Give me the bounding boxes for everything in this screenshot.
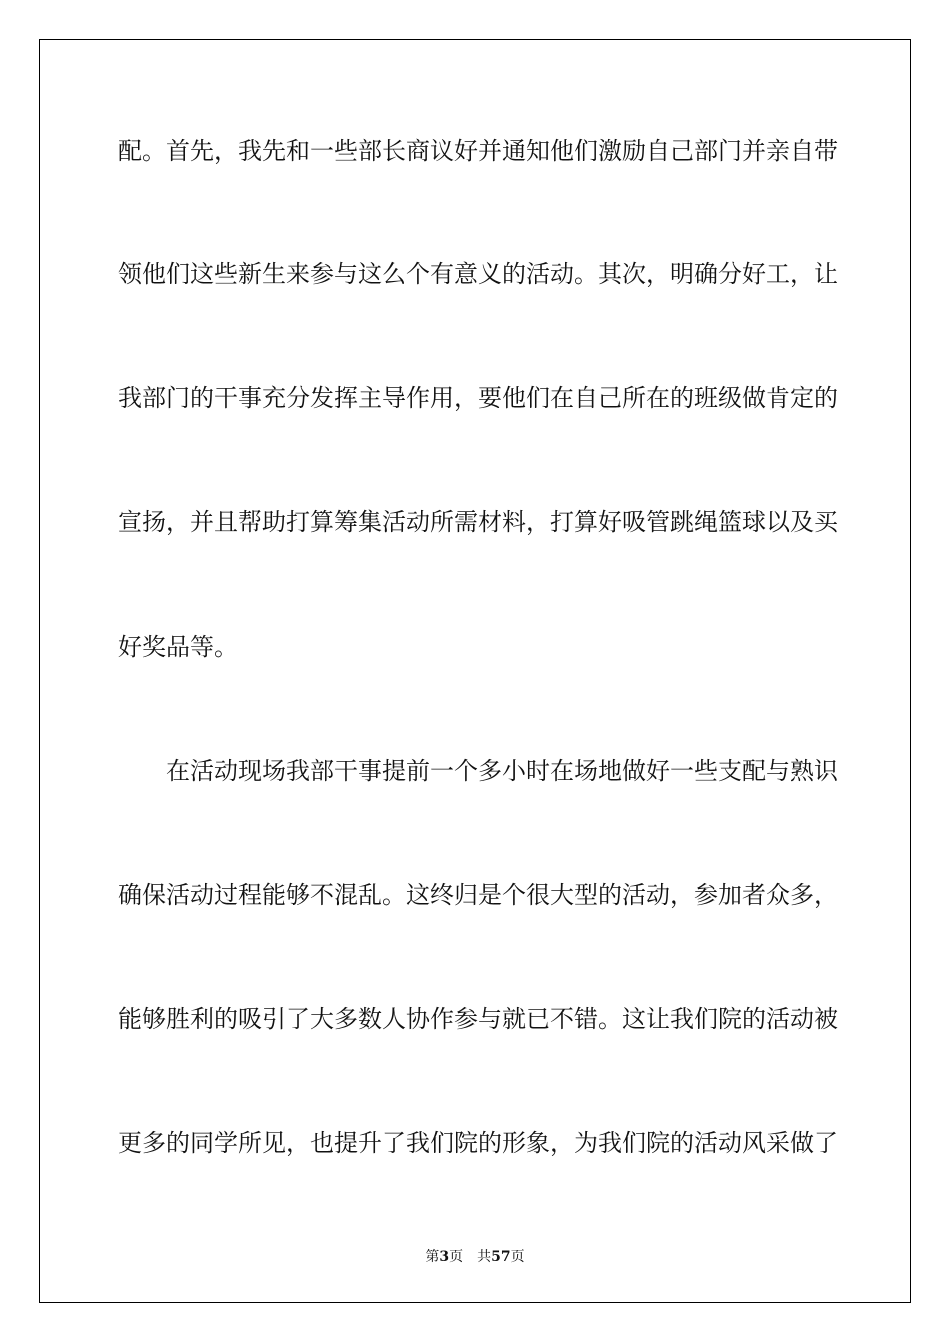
body-line-6: 在活动现场我部干事提前一个多小时在场地做好一些支配与熟识 [166,757,838,785]
body-line-9: 更多的同学所见，也提升了我们院的形象，为我们院的活动风采做了 [118,1129,838,1157]
footer-total-suffix: 页 [510,1249,525,1265]
page-footer [0,1248,950,1266]
footer-total-prefix: 共 [477,1249,492,1265]
footer-page-suffix: 页 [449,1249,464,1265]
body-line-5: 好奖品等。 [118,633,238,661]
body-line-2: 领他们这些新生来参与这么个有意义的活动。其次，明确分好工，让 [118,260,838,288]
footer-page-prefix: 第 [425,1249,440,1265]
body-line-8: 能够胜利的吸引了大多数人协作参与就已不错。这让我们院的活动被 [118,1005,838,1033]
body-line-4: 宣扬，并且帮助打算筹集活动所需材料，打算好吸管跳绳篮球以及买 [118,508,838,536]
body-line-7: 确保活动过程能够不混乱。这终归是个很大型的活动，参加者众多， [118,881,838,909]
footer-total-pages: 57 [491,1249,511,1265]
footer-page-number: 3 [439,1249,450,1265]
body-line-3: 我部门的干事充分发挥主导作用，要他们在自己所在的班级做肯定的 [118,384,838,412]
page-border [39,39,911,1303]
body-line-1: 配。首先，我先和一些部长商议好并通知他们激励自己部门并亲自带 [118,137,838,165]
